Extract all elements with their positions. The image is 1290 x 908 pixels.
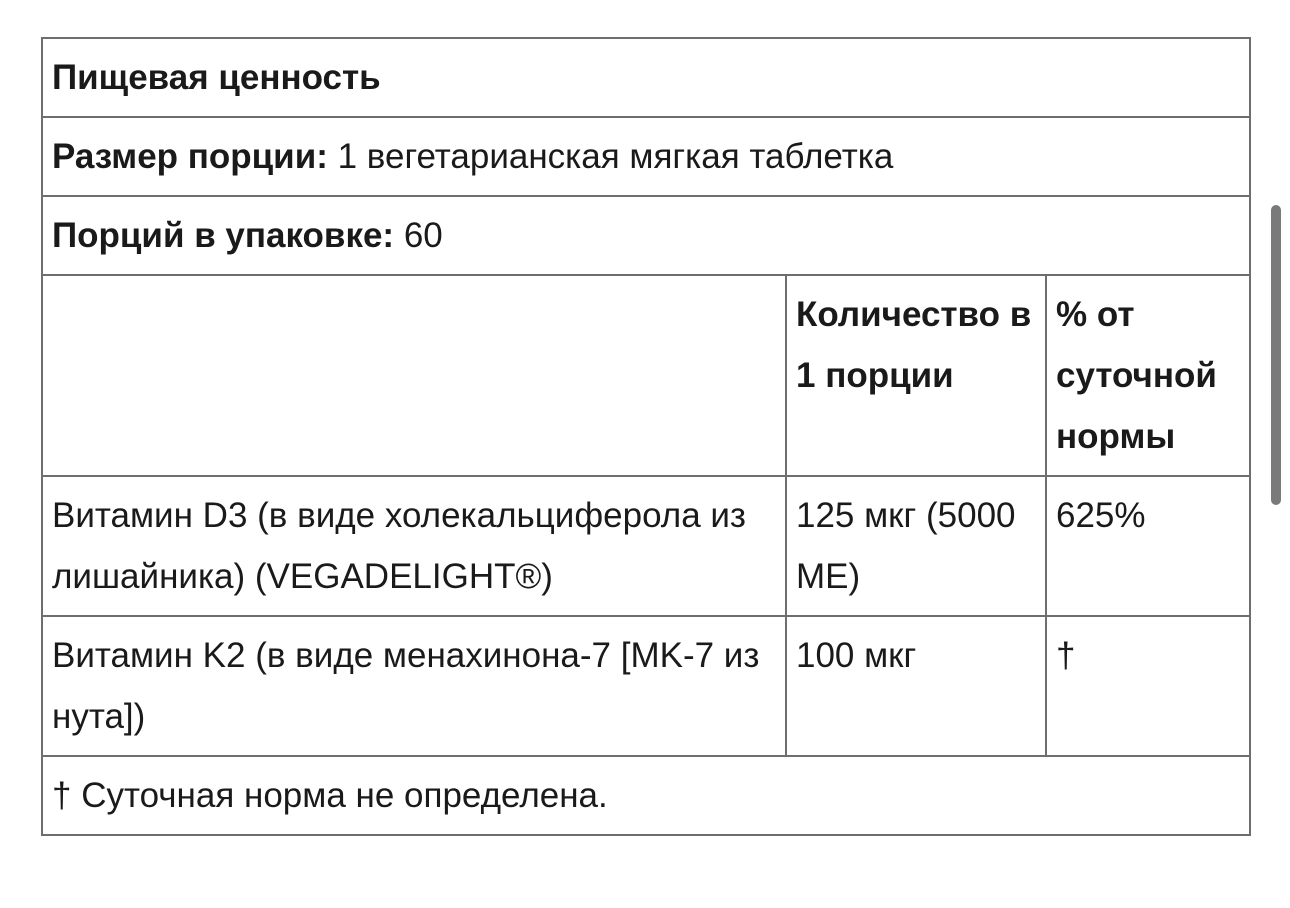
serving-size-row [42, 117, 1250, 196]
servings-per-container-row [42, 196, 1250, 275]
nutrient-name: Витамин K2 (в виде менахинона-7 [MK-7 из нута]) [42, 616, 786, 756]
footnote-row [42, 756, 1250, 835]
nutrient-name: Витамин D3 (в виде холекальциферола из лишайника) (VEGADELIGHT®) [42, 476, 786, 616]
vertical-scrollbar[interactable] [1271, 205, 1281, 505]
servings-per-container-value: 60 [403, 216, 443, 255]
title-row [42, 38, 1250, 117]
footnote: † Суточная норма не определена. [42, 756, 1250, 835]
column-header-daily-value: % от суточной нормы [1046, 275, 1250, 476]
serving-size-label: Размер порции: [52, 137, 328, 176]
nutrition-facts-table [41, 37, 1251, 836]
column-header-amount: Количество в 1 порции [786, 275, 1046, 476]
nutrient-amount: 125 мкг (5000 МЕ) [786, 476, 1046, 616]
table-row [42, 616, 1250, 756]
table-title-text: Пищевая ценность [52, 58, 381, 97]
column-header-row [42, 275, 1250, 476]
serving-size-value: 1 вегетарианская мягкая таблетка [337, 137, 894, 176]
column-header-name [42, 275, 786, 476]
table-row [42, 476, 1250, 616]
serving-size-cell [42, 117, 1250, 196]
nutrient-daily-value: 625% [1046, 476, 1250, 616]
table-title [42, 38, 1250, 117]
nutrient-amount: 100 мкг [786, 616, 1046, 756]
nutrient-daily-value: † [1046, 616, 1250, 756]
servings-per-container-label: Порций в упаковке: [52, 216, 395, 255]
servings-per-container-cell [42, 196, 1250, 275]
